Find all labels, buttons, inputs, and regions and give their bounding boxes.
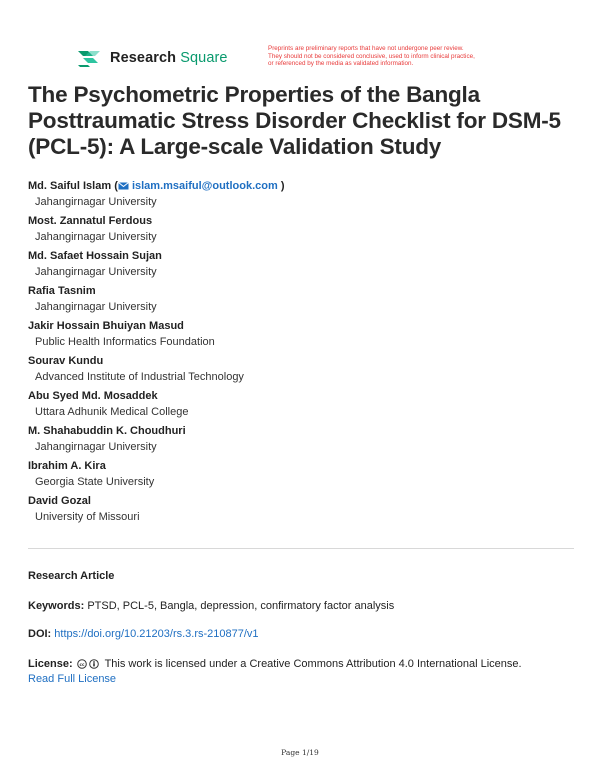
author-affiliation: Jahangirnagar University [35,301,157,313]
author-entry [28,390,578,419]
page-number: Page 1/19 [281,748,319,757]
article-type: Research Article [28,570,115,582]
notice-line: Preprints are preliminary reports that have not undergone peer review. [268,45,464,52]
keywords-value: PTSD, PCL-5, Bangla, depression, confirmatory factor analysis [87,600,395,612]
corresponding-open: ( [114,180,118,192]
author-entry [28,495,578,524]
author-entry [28,215,578,244]
paper-title: The Psychometric Properties of the Bangla Posttraumatic Stress Disorder Checklist for DSM-5 (PCL-5): A Large-scale Validation Study [28,82,561,159]
author-name: Rafia Tasnim [28,285,96,297]
author-entry [28,425,578,454]
license-line [28,658,574,685]
author-list [28,180,578,530]
corresponding-close: ) [280,180,285,192]
author-name: Md. Safaet Hossain Sujan [28,250,162,262]
cc-license-icons [77,659,99,669]
author-affiliation: Jahangirnagar University [35,266,157,278]
author-affiliation: Georgia State University [35,476,155,488]
section-divider [28,548,574,549]
author-name: Sourav Kundu [28,355,104,367]
brand-name: Research Square [110,50,228,66]
keywords-label: Keywords: [28,600,85,612]
license-text: This work is licensed under a Creative Commons Attribution 4.0 International License. [104,658,522,670]
author-name: David Gozal [28,495,91,507]
envelope-icon [118,182,129,190]
author-entry [28,320,578,349]
author-entry [28,460,578,489]
doi-line [28,628,259,640]
author-entry [28,180,578,209]
notice-line: They should not be considered conclusive, used to inform clinical practice, [268,52,475,60]
author-affiliation: Public Health Informatics Foundation [35,336,215,348]
creative-commons-icon [77,659,87,669]
doi-label: DOI: [28,628,52,640]
read-full-license-link[interactable]: Read Full License [28,673,117,685]
author-name: Jakir Hossain Bhuiyan Masud [28,320,184,332]
author-name: M. Shahabuddin K. Choudhuri [28,425,186,437]
author-affiliation: University of Missouri [35,511,140,523]
corresponding-email-link[interactable]: islam.msaiful@outlook.com [131,180,278,192]
author-name: Md. Saiful Islam [28,180,112,192]
doi-link[interactable]: https://doi.org/10.21203/rs.3.rs-210877/v1 [54,628,259,640]
research-square-logo-icon [76,47,102,69]
notice-line: or referenced by the media as validated information. [268,60,414,68]
author-entry [28,355,578,384]
author-entry [28,250,578,279]
author-name: Most. Zannatul Ferdous [28,215,153,227]
author-name: Ibrahim A. Kira [28,460,106,472]
author-affiliation: Advanced Institute of Industrial Technology [35,371,244,383]
author-affiliation: Jahangirnagar University [35,441,157,453]
keywords-line [28,600,394,612]
license-label: License: [28,658,73,670]
author-affiliation: Uttara Adhunik Medical College [35,406,189,418]
attribution-icon [89,659,99,669]
author-affiliation: Jahangirnagar University [35,231,157,243]
author-entry [28,285,578,314]
preprint-notice [268,45,538,68]
research-square-logo[interactable] [76,47,228,69]
author-name: Abu Syed Md. Mosaddek [28,390,158,402]
author-affiliation: Jahangirnagar University [35,196,157,208]
svg-text:cc: cc [79,661,85,667]
